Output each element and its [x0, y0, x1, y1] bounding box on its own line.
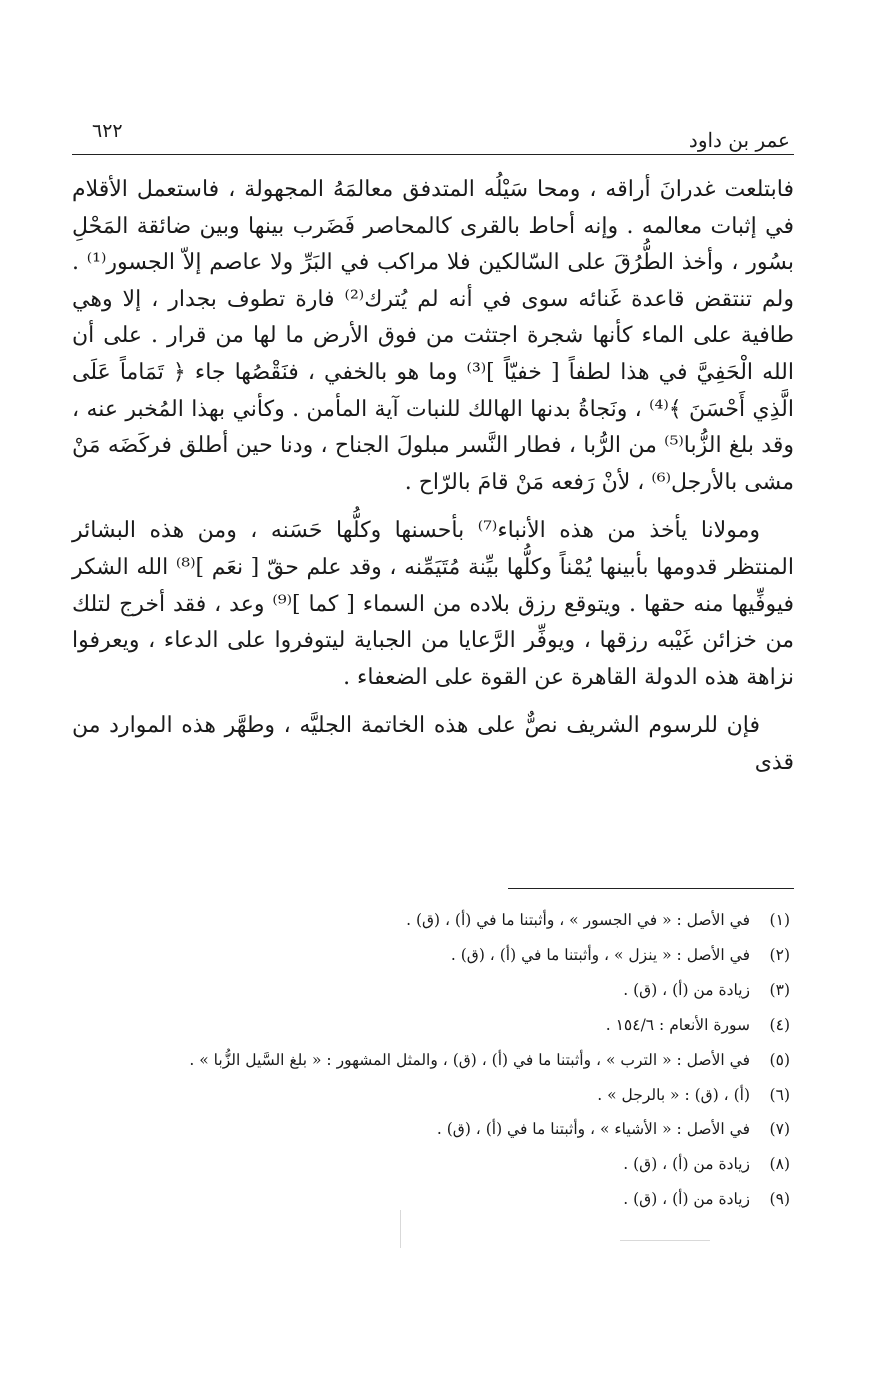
scan-mark [620, 1240, 710, 1241]
footnote [72, 973, 794, 1008]
footnote-text: زيادة من (أ) ، (ق) . [623, 1190, 750, 1209]
footnote-number: (١) [769, 911, 790, 929]
footnote [72, 1182, 794, 1217]
footnote [72, 1147, 794, 1182]
footnote [72, 1078, 794, 1113]
footnote-text: في الأصل : « الترب » ، وأثبتنا ما في (أ) ، (ق) ، والمثل المشهور : « بلغ السَّيل الزُّبا » . [189, 1050, 750, 1069]
footnote-number: (٨) [769, 1155, 790, 1174]
footnote-number: (٢) [769, 945, 790, 964]
page-number: ٦٢٢ [92, 120, 123, 142]
scan-mark [400, 1210, 401, 1248]
footnote-number: (٤) [769, 1015, 790, 1034]
footnote-text: في الأصل : « الأشياء » ، وأثبتنا ما في (أ) ، (ق) . [436, 1120, 750, 1139]
footnote [72, 1043, 794, 1078]
footnote-number: (٧) [769, 1120, 790, 1139]
footnote [72, 1112, 794, 1147]
footnote-number: (٥) [769, 1050, 790, 1069]
footnotes [72, 903, 794, 1217]
footnote [72, 903, 794, 938]
paragraph: فإن للرسوم الشريف نصٌّ على هذه الخاتمة الجليَّه ، وطهَّر هذه الموارد من قذى [72, 713, 794, 775]
footnote-text: سورة الأنعام : ١٥٤/٦ . [605, 1015, 750, 1034]
footnote-text: في الأصل : « في الجسور » ، وأثبتنا ما في (أ) ، (ق) . [406, 911, 750, 929]
footnote-separator [508, 888, 794, 889]
paragraph: فابتلعت غدرانَ أراقه ، ومحا سَيْلُه المتدفق معالمَهُ المجهولة ، فاستعمل الأقلام في إثبات معالمه . وإنه أحاط بالقرى كالمحاصر فَضَرب بينها وبين ضائقة المَحْلِ بسُور ، وأخذ الطُّرُقَ على السّالكين فلا مراكب في البَرِّ ولا عاصم إلاّ الجسور⁽¹⁾ . ولم تنتقض قاعدة غَنائه سوى في أنه لم يُترك⁽²⁾ فارة تطوف بجدار ، إلا وهي طافية على الماء كأنها شجرة اجتثت من فوق الأرض ما لها من قرار . على أن الله الْحَفِيَّ في هذا لطفاً [ خفيّاً ]⁽³⁾ وما هو بالخفي ، فنَقْصُها جاء ﴿ تَمَاماً عَلَى الَّذِي أَحْسَنَ ﴾⁽⁴⁾ ، ونَجاةُ بدنها الهالك للنبات آية المأمن . وكأني بهذا المُخبر عنه ، وقد بلغ الزُّبا⁽⁵⁾ من الرُّبا ، فطار النَّسر مبلولَ الجناح ، ودنا حين أطلق فركَضَه مَنْ مشى بالأرجل⁽⁶⁾ ، لأنْ رَفعه مَنْ قامَ بالرّاح . [72, 177, 794, 495]
footnote-text: زيادة من (أ) ، (ق) . [623, 1155, 750, 1174]
footnote [72, 938, 794, 973]
main-text [72, 172, 794, 782]
footnote-text: زيادة من (أ) ، (ق) . [623, 980, 750, 999]
footnote-number: (٦) [769, 1085, 790, 1104]
footnote-text: (أ) ، (ق) : « بالرجل » . [597, 1085, 750, 1104]
footnote-number: (٣) [769, 980, 790, 999]
footnote [72, 1008, 794, 1043]
footnote-text: في الأصل : « ينزل » ، وأثبتنا ما في (أ) ، (ق) . [450, 945, 750, 964]
page-header [72, 118, 794, 155]
footnote-number: (٩) [769, 1190, 790, 1209]
running-title: عمر بن داود [688, 128, 790, 152]
paragraph: ومولانا يأخذ من هذه الأنباء⁽⁷⁾ بأحسنها وكلُّها حَسَنه ، ومن هذه البشائر المنتظر قدومها بأبينها يُمْناً وكلُّها بيِّنة مُتَيَمِّنه ، وقد علم حقّ [ نعَم ]⁽⁸⁾ الله الشكر فيوفِّيها منه حقها . ويتوقع رزق بلاده من السماء [ كما ]⁽⁹⁾ وعد ، فقد أخرج لتلك من خزائن غَيْبه رزقها ، ويوفِّر الرَّعايا من الجباية ليتوفروا على الدعاء ، ويعرفوا نزاهة هذه الدولة القاهرة عن القوة على الضعفاء . [72, 518, 794, 690]
